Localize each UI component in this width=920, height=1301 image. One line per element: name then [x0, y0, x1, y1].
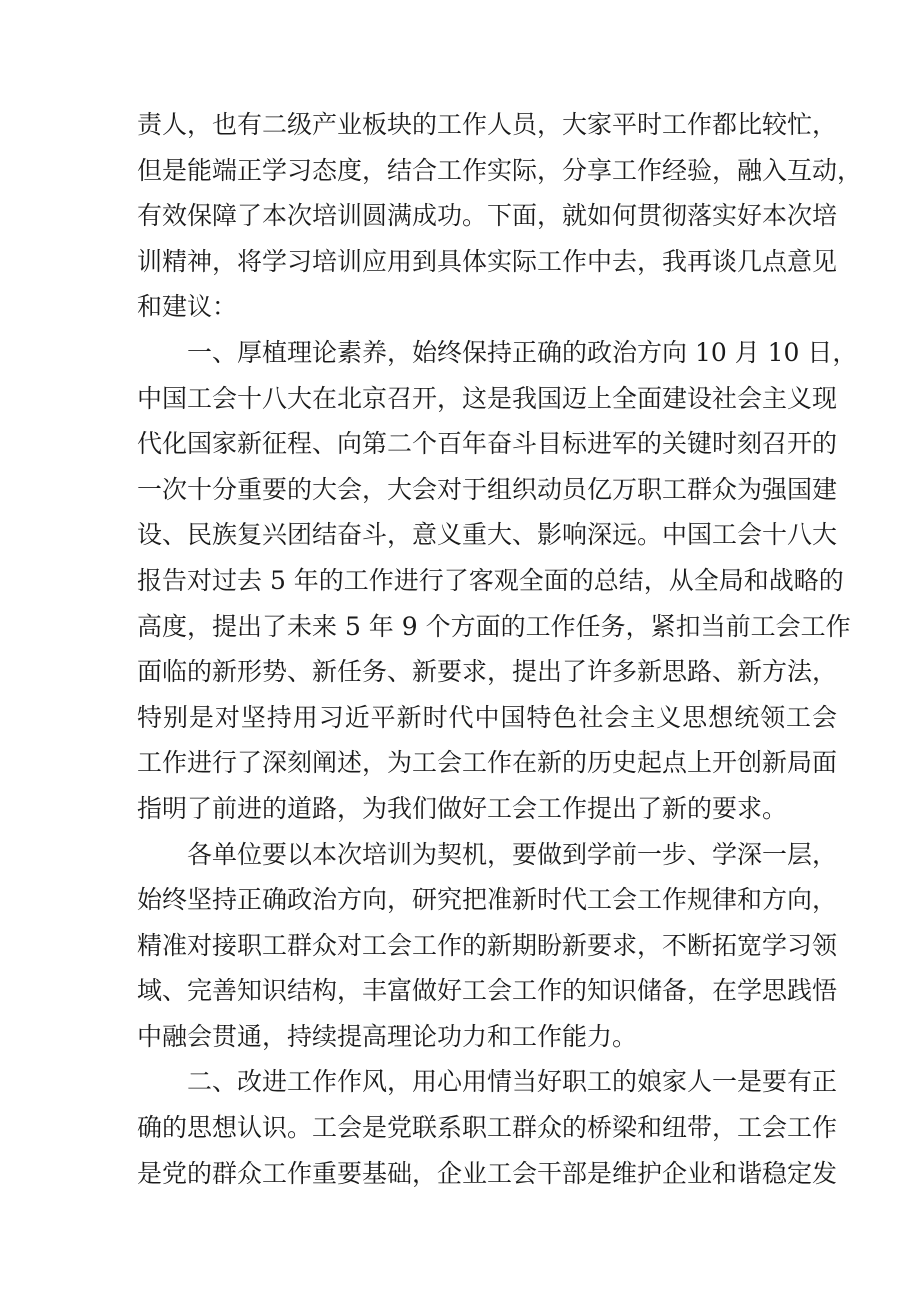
text-line: 中国工会十八大在北京召开，这是我国迈上全面建设社会主义现	[137, 383, 838, 413]
text-line: 确的思想认识。工会是党联系职工群众的桥梁和纽带，工会工作	[137, 1113, 838, 1143]
body-text	[137, 102, 863, 1196]
text-line: 面临的新形势、新任务、新要求，提出了许多新思路、新方法，	[137, 657, 838, 687]
text-line: 责人，也有二级产业板块的工作人员，大家平时工作都比较忙，	[137, 110, 838, 139]
text-line: 精准对接职工群众对工会工作的新期盼新要求，不断拓宽学习领	[137, 930, 838, 960]
text-line: 各单位要以本次培训为契机，要做到学前一步、学深一层，	[187, 839, 838, 869]
text-line: 但是能端正学习态度，结合工作实际，分享工作经验，融入互动，	[137, 155, 863, 185]
text-line: 设、民族复兴团结奋斗，意义重大、影响深远。中国工会十八大	[137, 520, 838, 550]
text-line: 二、改进工作作风，用心用情当好职工的娘家人一是要有正	[187, 1067, 838, 1097]
text-line: 域、完善知识结构，丰富做好工会工作的知识储备，在学思践悟	[137, 976, 838, 1006]
text-line: 一次十分重要的大会，大会对于组织动员亿万职工群众为强国建	[137, 474, 838, 504]
text-line: 特别是对坚持用习近平新时代中国特色社会主义思想统领工会	[137, 702, 837, 732]
text-line: 和建议：	[137, 292, 238, 322]
text-line: 是党的群众工作重要基础，企业工会干部是维护企业和谐稳定发	[137, 1158, 838, 1188]
text-line: 代化国家新征程、向第二个百年奋斗目标进军的关键时刻召开的	[137, 429, 838, 459]
text-line: 中融会贯通，持续提高理论功力和工作能力。	[137, 1021, 638, 1051]
text-line: 报告对过去 5 年的工作进行了客观全面的总结，从全局和战略的	[137, 565, 844, 595]
text-line: 工作进行了深刻阐述，为工会工作在新的历史起点上开创新局面	[137, 748, 838, 778]
text-line: 一、厚植理论素养，始终保持正确的政治方向 10 月 10 日，	[187, 337, 858, 367]
text-line: 始终坚持正确政治方向，研究把准新时代工会工作规律和方向，	[137, 885, 838, 915]
text-line: 指明了前进的道路，为我们做好工会工作提出了新的要求。	[137, 793, 788, 823]
text-line: 高度，提出了未来 5 年 9 个方面的工作任务，紧扣当前工会工作	[137, 611, 851, 641]
text-line: 有效保障了本次培训圆满成功。下面，就如何贯彻落实好本次培	[137, 201, 838, 231]
text-line: 训精神，将学习培训应用到具体实际工作中去，我再谈几点意见	[137, 246, 838, 276]
